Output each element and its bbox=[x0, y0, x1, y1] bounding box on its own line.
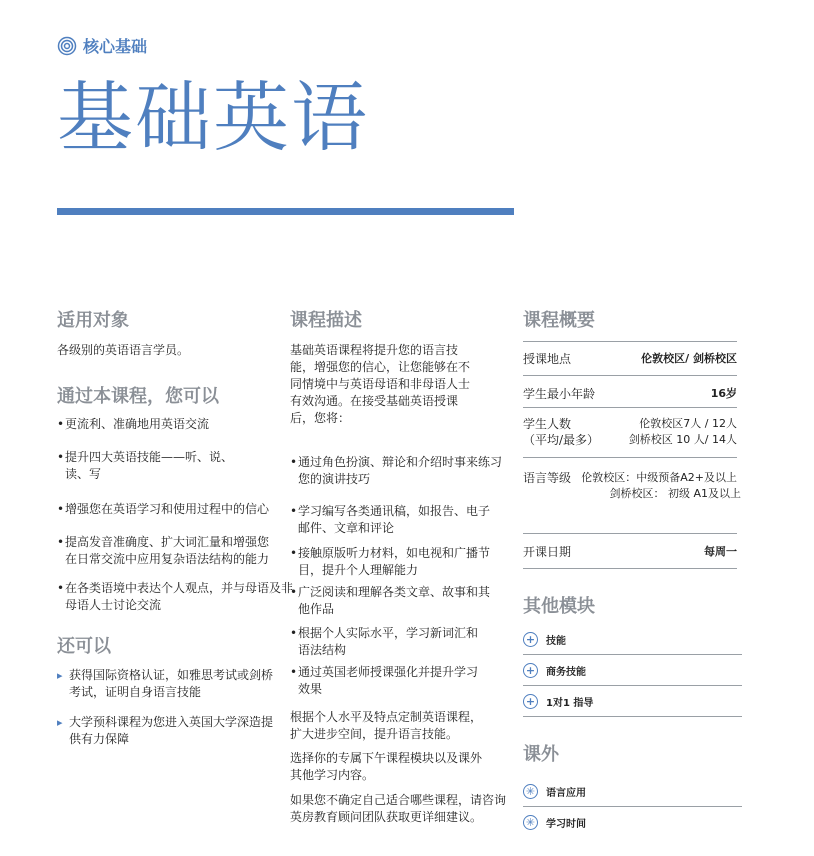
title-rule bbox=[57, 208, 514, 215]
description-paragraph: 根据个人水平及特点定制英语课程，扩大进步空间，提升语言技能。 bbox=[290, 710, 483, 741]
extra-label: 语言应用 bbox=[546, 787, 586, 799]
location-value: 伦敦校区/ 剑桥校区 bbox=[641, 352, 737, 365]
target-icon bbox=[57, 36, 77, 56]
level-value-london: 伦敦校区：中级预备A2+及以上 bbox=[581, 471, 737, 484]
learn-item: • 提升四大英语技能——听、说、读、写 bbox=[57, 449, 240, 483]
learn-item: • 增强您在英语学习和使用过程中的信心 bbox=[57, 501, 280, 518]
also-item: ▸ 大学预科课程为您进入英国大学深造提供有力保障 bbox=[57, 714, 279, 748]
description-item: • 学习编写各类通讯稿，如报告、电子邮件、文章和评论 bbox=[290, 503, 493, 537]
page-title: 基础英语 bbox=[57, 73, 369, 162]
also-item: ▸ 获得国际资格认证，如雅思考试或剑桥考试，证明自身语言技能 bbox=[57, 667, 279, 701]
size-label-sub: （平均/最多） bbox=[523, 433, 600, 447]
overview-row-age bbox=[523, 375, 737, 408]
module-item[interactable] bbox=[523, 686, 742, 717]
target-text: 各级别的英语语言学员。 bbox=[57, 343, 190, 357]
heading-extra: 课外 bbox=[523, 744, 559, 765]
module-item[interactable] bbox=[523, 655, 742, 686]
heading-overview: 课程概要 bbox=[523, 310, 595, 331]
section-badge bbox=[57, 34, 147, 57]
learn-item: • 在各类语境中表达个人观点，并与母语及非母语人士讨论交流 bbox=[57, 580, 295, 614]
extra-item[interactable] bbox=[523, 776, 742, 807]
module-label: 商务技能 bbox=[546, 666, 586, 678]
asterisk-icon: ✳ bbox=[523, 815, 538, 830]
description-item: • 通过英国老师授课强化并提升学习效果 bbox=[290, 664, 483, 698]
description-item: • 接触原版听力材料，如电视和广播节目，提升个人理解能力 bbox=[290, 545, 498, 579]
learn-item: • 更流利、准确地用英语交流 bbox=[57, 416, 275, 433]
overview-row-size bbox=[523, 407, 737, 458]
extra-label: 学习时间 bbox=[546, 818, 586, 830]
description-paragraph: 如果您不确定自己适合哪些课程，请咨询英房教育顾问团队获取更详细建议。 bbox=[290, 793, 507, 824]
level-label: 语言等级 bbox=[523, 471, 572, 485]
plus-icon: + bbox=[523, 632, 538, 647]
size-value-london: 伦敦校区7人 / 12人 bbox=[639, 417, 737, 430]
learn-item: • 提高发音准确度、扩大词汇量和增强您在日常交流中应用复杂语法结构的能力 bbox=[57, 534, 280, 568]
level-value-cambridge: 剑桥校区： 初级 A1及以上 bbox=[609, 487, 741, 500]
age-label: 学生最小年龄 bbox=[523, 387, 596, 401]
plus-icon: + bbox=[523, 694, 538, 709]
location-label: 授课地点 bbox=[523, 352, 572, 366]
description-item: • 通过角色扮演、辩论和介绍时事来练习您的演讲技巧 bbox=[290, 454, 503, 488]
size-label: 学生人数 bbox=[523, 417, 572, 431]
description-item: • 广泛阅读和理解各类文章、故事和其他作品 bbox=[290, 584, 493, 618]
heading-learn: 通过本课程，您可以 bbox=[57, 386, 219, 407]
heading-target: 适用对象 bbox=[57, 310, 129, 331]
description-paragraph: 选择你的专属下午课程模块以及课外其他学习内容。 bbox=[290, 751, 483, 782]
badge-label: 核心基础 bbox=[83, 37, 148, 56]
extra-item[interactable] bbox=[523, 807, 742, 837]
description-intro: 基础英语课程将提升您的语言技能，增强您的信心，让您能够在不同情境中与英语母语和非母语人士有效沟通。在接受基础英语授课后，您将： bbox=[290, 343, 471, 425]
plus-icon: + bbox=[523, 663, 538, 678]
heading-modules: 其他模块 bbox=[523, 596, 595, 617]
age-value: 16岁 bbox=[710, 387, 737, 400]
asterisk-icon: ✳ bbox=[523, 784, 538, 799]
size-value-cambridge: 剑桥校区 10 人/ 14人 bbox=[628, 433, 737, 446]
overview-row-start bbox=[523, 533, 737, 569]
module-item[interactable] bbox=[523, 624, 742, 655]
heading-description: 课程描述 bbox=[290, 310, 362, 331]
overview-row-level bbox=[523, 457, 741, 534]
start-value: 每周一 bbox=[704, 545, 737, 558]
heading-also: 还可以 bbox=[57, 636, 111, 657]
description-item: • 根据个人实际水平，学习新词汇和语法结构 bbox=[290, 625, 483, 659]
overview-row-location bbox=[523, 341, 737, 376]
module-label: 技能 bbox=[546, 635, 566, 647]
start-label: 开课日期 bbox=[523, 545, 572, 559]
module-label: 1对1 指导 bbox=[546, 697, 594, 709]
